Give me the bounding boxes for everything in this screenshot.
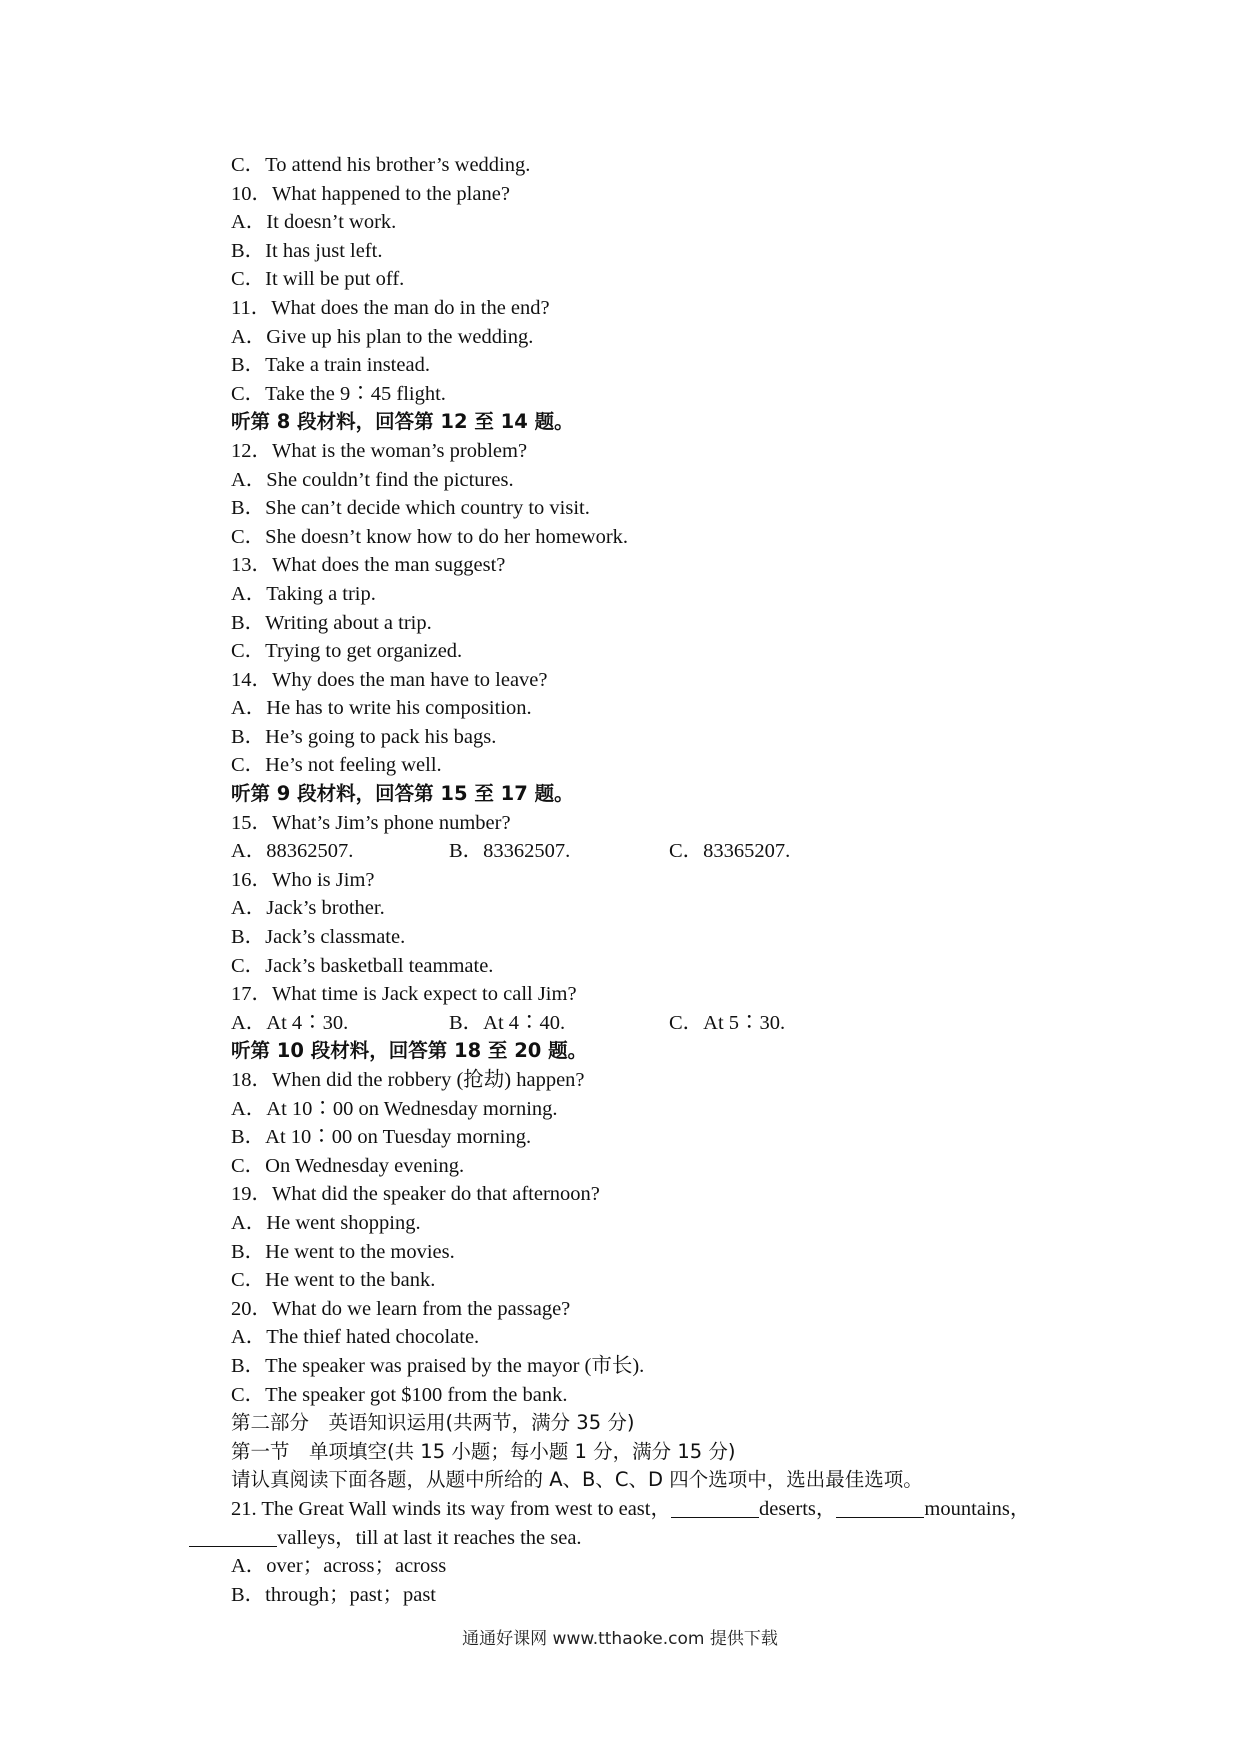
option-text: C．To attend his brother’s wedding. [231,154,531,176]
question-part: deserts， [758,1497,837,1520]
section-heading: 听第 9 段材料，回答第 15 至 17 题。 [231,782,574,806]
option-text: B．She can’t decide which country to visit. [231,497,590,520]
option-text: A．Taking a trip. [231,582,376,605]
answer-blank [189,1526,277,1547]
question-text: 17．What time is Jack expect to call Jim? [231,983,577,1006]
option-text: C．She doesn’t know how to do her homework. [231,525,629,548]
option-text: A．Give up his plan to the wedding. [231,325,534,348]
option-text: C．He’s not feeling well. [231,754,442,777]
option-c: C．At 5∶30. [669,1011,786,1034]
option-b: B．83362507. [449,840,571,863]
question-text: 16．Who is Jim? [231,868,375,891]
section-heading: 听第 8 段材料，回答第 12 至 14 题。 [231,410,574,434]
option-text: B．He went to the movies. [231,1240,455,1263]
question-text: 12．What is the woman’s problem? [231,439,528,462]
question-text: 14．Why does the man have to leave? [231,668,548,691]
option-text: C．It will be put off. [231,268,405,291]
option-text: A．He went shopping. [231,1211,421,1234]
page-footer: 通通好课网 www.tthaoke.com 提供下载 [462,1629,778,1649]
option-text: B．Jack’s classmate. [231,926,406,949]
option-text: B．through；past；past [231,1583,436,1606]
option-b: B．At 4∶40. [449,1011,566,1034]
question-text: 11．What does the man do in the end? [231,296,550,319]
question-part: 21. The Great Wall winds its way from west to east， [231,1497,671,1520]
option-text: A．The thief hated chocolate. [231,1326,480,1349]
option-row [231,837,1111,866]
option-text: A．She couldn’t find the pictures. [231,468,514,491]
part-heading: 第一节 单项填空(共 15 小题；每小题 1 分，满分 15 分) [231,1439,736,1463]
question-text: 20．What do we learn from the passage? [231,1297,571,1320]
option-row [231,1009,1111,1038]
question-continuation [189,1524,1111,1553]
section-heading: 听第 10 段材料，回答第 18 至 20 题。 [231,1039,588,1063]
question-text: 13．What does the man suggest? [231,554,506,577]
option-text: C．The speaker got $100 from the bank. [231,1383,568,1406]
option-text: A．Jack’s brother. [231,897,385,920]
question-text: 19．What did the speaker do that afternoon? [231,1183,600,1206]
option-a: A．At 4∶30. [231,1011,349,1034]
option-text: C．On Wednesday evening. [231,1154,465,1177]
option-text: A．At 10∶00 on Wednesday morning. [231,1097,558,1120]
option-text: B．It has just left. [231,239,383,262]
option-c: C．83365207. [669,840,791,863]
option-text: B．The speaker was praised by the mayor (市长). [231,1354,645,1377]
question-text [231,1495,1111,1524]
option-text: B．Take a train instead. [231,354,430,377]
question-text: 15．What’s Jim’s phone number? [231,811,511,834]
exam-content [231,151,1111,1609]
option-text: C．Trying to get organized. [231,640,463,663]
question-text: 18．When did the robbery (抢劫) happen? [231,1069,585,1091]
part-heading: 请认真阅读下面各题，从题中所给的 A、B、C、D 四个选项中，选出最佳选项。 [231,1468,923,1492]
option-text: A．It doesn’t work. [231,211,397,234]
option-text: C．Jack’s basketball teammate. [231,954,494,977]
option-text: A．over；across；across [231,1555,447,1578]
answer-blank [671,1497,759,1518]
question-part: mountains， [924,1497,1031,1520]
option-text: A．He has to write his composition. [231,697,532,720]
question-text: 10．What happened to the plane? [231,182,510,205]
part-heading: 第二部分 英语知识运用(共两节，满分 35 分) [231,1411,635,1435]
answer-blank [836,1497,924,1518]
question-part: valleys，till at last it reaches the sea. [277,1526,582,1549]
option-text: B．He’s going to pack his bags. [231,725,497,748]
option-text: B．At 10∶00 on Tuesday morning. [231,1126,532,1149]
option-a: A．88362507. [231,840,354,863]
option-text: B．Writing about a trip. [231,611,432,634]
option-text: C．He went to the bank. [231,1269,436,1292]
option-text: C．Take the 9∶45 flight. [231,382,446,405]
